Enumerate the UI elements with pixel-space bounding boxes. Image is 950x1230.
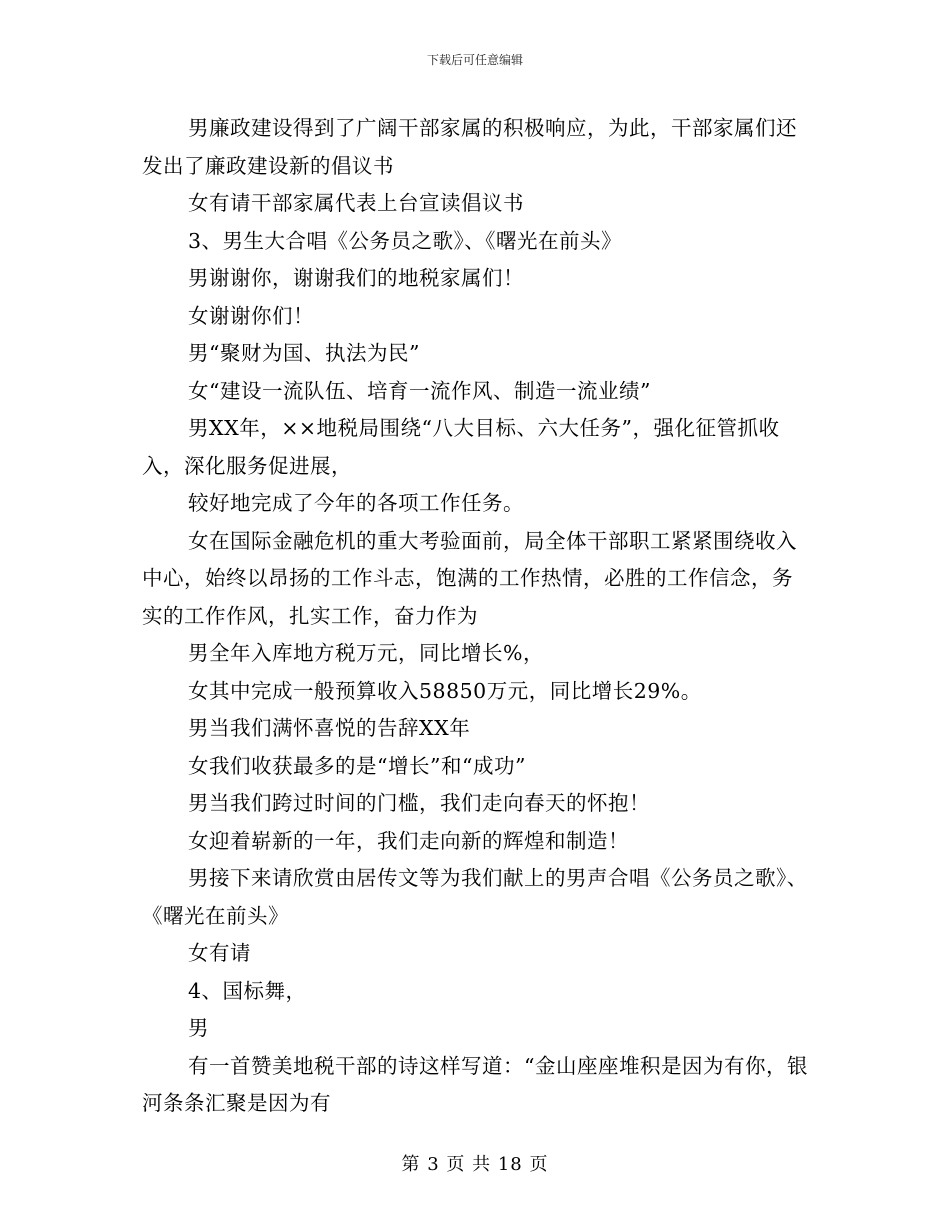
- paragraph: 男: [188, 1016, 209, 1040]
- paragraph: 女有请干部家属代表上台宣读倡议书: [188, 191, 524, 215]
- paragraph: 男接下来请欣赏由居传文等为我们献上的男声合唱《公务员之歌》、《曙光在前头》: [142, 866, 808, 928]
- page-header: 下载后可任意编辑: [426, 53, 523, 67]
- paragraph: 女我们收获最多的是“增长”和“成功”: [188, 753, 526, 778]
- paragraph: 男“聚财为国、执法为民”: [188, 341, 420, 365]
- paragraph: 男当我们跨过时间的门槛，我们走向春天的怀抱！: [188, 791, 650, 815]
- paragraph: 有一首赞美地税干部的诗这样写道：“金山座座堆积是因为有你，银河条条汇聚是因为有: [142, 1053, 808, 1115]
- document-body: [142, 110, 812, 1123]
- paragraph: 较好地完成了今年的各项工作任务。: [188, 491, 524, 515]
- paragraph: 女有请: [188, 941, 251, 965]
- paragraph: 女其中完成一般预算收入58850万元，同比增长29%。: [188, 678, 702, 703]
- page-footer: 第 3 页 共 18 页: [401, 1154, 549, 1175]
- paragraph: 男当我们满怀喜悦的告辞XX年: [188, 716, 471, 740]
- paragraph: 男谢谢你，谢谢我们的地税家属们！: [188, 266, 524, 290]
- paragraph: 男全年入库地方税万元，同比增长%，: [188, 641, 544, 665]
- paragraph: 女在国际金融危机的重大考验面前，局全体干部职工紧紧围绕收入中心，始终以昂扬的工作斗志，饱满的工作热情，必胜的工作信念，务实的工作作风，扎实工作，奋力作为: [142, 528, 797, 628]
- paragraph: 3、男生大合唱《公务员之歌》、《曙光在前头》: [188, 228, 623, 253]
- paragraph: 女“建设一流队伍、培育一流作风、制造一流业绩”: [188, 378, 651, 403]
- paragraph: 女谢谢你们！: [188, 303, 314, 328]
- paragraph: 女迎着崭新的一年，我们走向新的辉煌和制造！: [188, 828, 629, 853]
- paragraph: 4、国标舞，: [188, 978, 307, 1003]
- paragraph: 男廉政建设得到了广阔干部家属的积极响应，为此，干部家属们还发出了廉政建设新的倡议书: [142, 116, 797, 178]
- paragraph: 男XX年，××地税局围绕“八大目标、六大任务”，强化征管抓收入，深化服务促进展，: [142, 416, 780, 478]
